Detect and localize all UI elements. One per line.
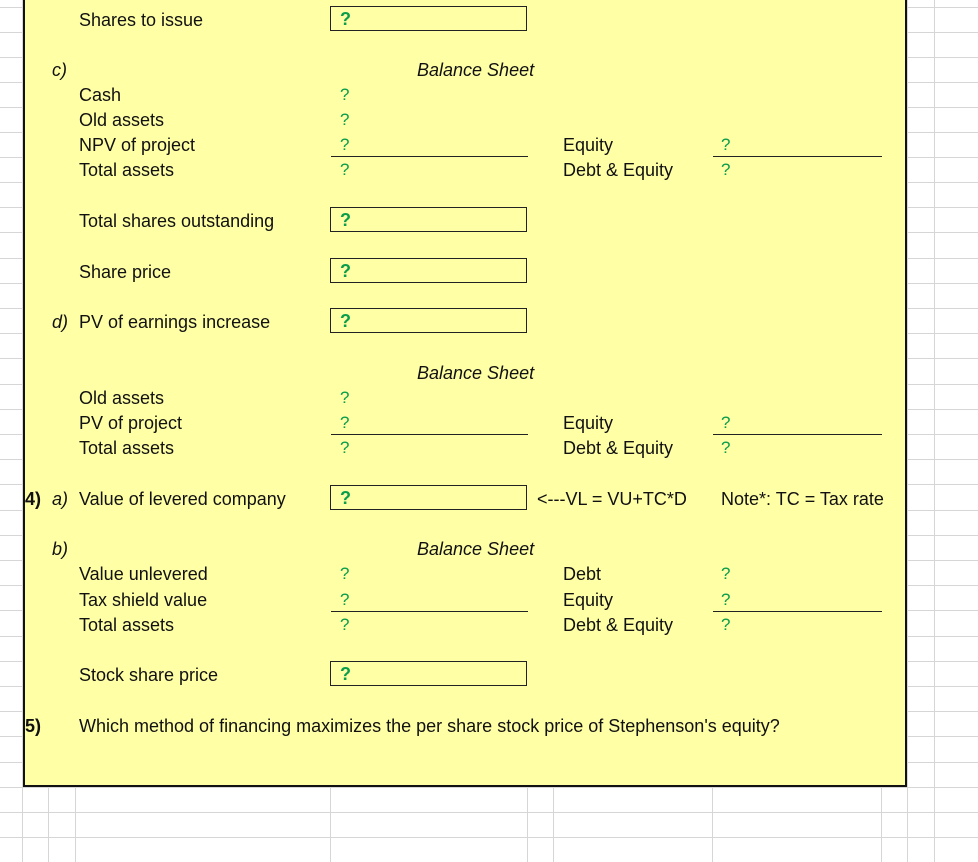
tax-rate-note: Note*: TC = Tax rate — [721, 489, 884, 509]
bs-c-cash-label: Cash — [79, 85, 122, 105]
bs-c-npv-label: NPV of project — [79, 135, 196, 155]
bs-4b-total-assets-value[interactable]: ? — [340, 615, 350, 634]
bs-c-debt-equity-value[interactable]: ? — [721, 160, 731, 179]
bs-4b-equity-value[interactable]: ? — [721, 590, 731, 609]
bs-d-total-assets-label: Total assets — [79, 438, 175, 458]
bs-4b-debt-label: Debt — [563, 564, 602, 584]
bs-d-right-sum-rule — [713, 434, 882, 435]
bs-4b-equity-label: Equity — [563, 590, 614, 610]
bs-4b-left-sum-rule — [331, 611, 528, 612]
balance-sheet-title-4b: Balance Sheet — [417, 539, 535, 559]
bs-d-total-assets-value[interactable]: ? — [340, 438, 350, 457]
bs-4b-value-unlevered-label: Value unlevered — [79, 564, 208, 584]
bs-d-equity-value[interactable]: ? — [721, 413, 731, 432]
stock-share-price-cell[interactable]: ? — [330, 661, 527, 686]
share-price-label: Share price — [79, 262, 172, 282]
bs-c-equity-value[interactable]: ? — [721, 135, 731, 154]
levered-formula: <---VL = VU+TC*D — [537, 489, 687, 509]
bs-d-left-sum-rule — [331, 434, 528, 435]
bs-c-total-assets-value[interactable]: ? — [340, 160, 350, 179]
levered-value-cell[interactable]: ? — [330, 485, 527, 510]
bs-d-old-assets-label: Old assets — [79, 388, 165, 408]
total-shares-outstanding-label: Total shares outstanding — [79, 211, 275, 231]
part-d-label: d) — [52, 312, 69, 332]
bs-c-left-sum-rule — [331, 156, 528, 157]
levered-value-label: Value of levered company — [79, 489, 286, 509]
balance-sheet-title-c: Balance Sheet — [417, 60, 535, 80]
stock-share-price-label: Stock share price — [79, 665, 219, 685]
shares-to-issue-cell[interactable]: ? — [330, 6, 527, 31]
part-c-label: c) — [52, 60, 67, 80]
total-shares-outstanding-cell[interactable]: ? — [330, 207, 527, 232]
shares-to-issue-label: Shares to issue — [79, 10, 204, 30]
bs-d-debt-equity-value[interactable]: ? — [721, 438, 731, 457]
bs-c-debt-equity-label: Debt & Equity — [563, 160, 674, 180]
bs-c-equity-label: Equity — [563, 135, 614, 155]
bs-d-debt-equity-label: Debt & Equity — [563, 438, 674, 458]
part-4a-label: a) — [52, 489, 69, 509]
bs-c-cash-value[interactable]: ? — [340, 85, 350, 104]
pv-earnings-increase-label: PV of earnings increase — [79, 312, 271, 332]
bs-4b-tax-shield-value[interactable]: ? — [340, 590, 350, 609]
question-5-text: Which method of financing maximizes the per share stock price of Stephenson's equity? — [79, 716, 780, 736]
bs-d-pv-project-label: PV of project — [79, 413, 183, 433]
bs-d-equity-label: Equity — [563, 413, 614, 433]
question-4-number: 4) — [25, 489, 42, 509]
bs-4b-right-sum-rule — [713, 611, 882, 612]
pv-earnings-increase-cell[interactable]: ? — [330, 308, 527, 333]
share-price-cell[interactable]: ? — [330, 258, 527, 283]
bs-4b-value-unlevered-value[interactable]: ? — [340, 564, 350, 583]
bs-d-pv-project-value[interactable]: ? — [340, 413, 350, 432]
bs-d-old-assets-value[interactable]: ? — [340, 388, 350, 407]
question-5-number: 5) — [25, 716, 42, 736]
bs-4b-debt-equity-value[interactable]: ? — [721, 615, 731, 634]
bs-4b-debt-equity-label: Debt & Equity — [563, 615, 674, 635]
part-4b-label: b) — [52, 539, 69, 559]
bs-4b-tax-shield-label: Tax shield value — [79, 590, 208, 610]
bs-c-old-assets-label: Old assets — [79, 110, 165, 130]
bs-c-old-assets-value[interactable]: ? — [340, 110, 350, 129]
bs-4b-debt-value[interactable]: ? — [721, 564, 731, 583]
balance-sheet-title-d: Balance Sheet — [417, 363, 535, 383]
bs-c-total-assets-label: Total assets — [79, 160, 175, 180]
bs-4b-total-assets-label: Total assets — [79, 615, 175, 635]
bs-c-right-sum-rule — [713, 156, 882, 157]
bs-c-npv-value[interactable]: ? — [340, 135, 350, 154]
